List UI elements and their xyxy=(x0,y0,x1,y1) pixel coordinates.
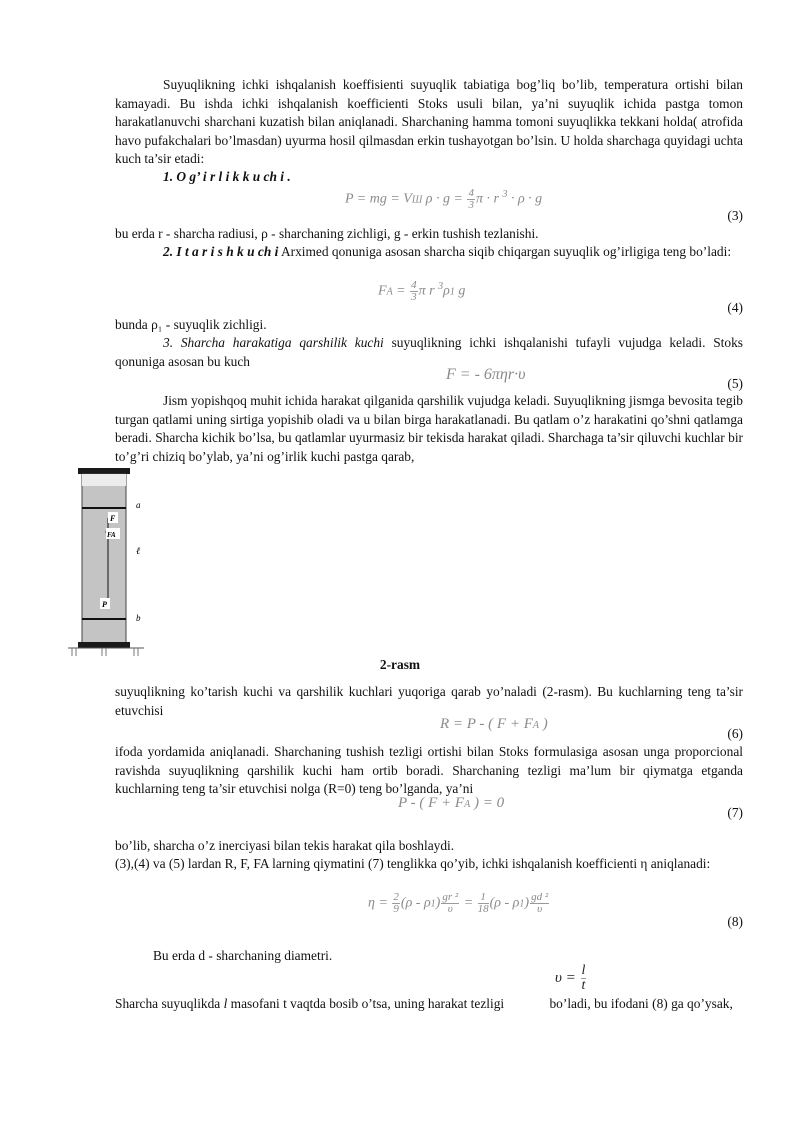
paragraph-velocity: Sharcha suyuqlikda l masofani t vaqtda bosib o’tsa, uning harakat tezligi bo’ladi, bu ifodani (8) ga qo’ysak, xyxy=(115,996,733,1011)
heading-drag-force: 3. Sharcha harakatiga qarshilik kuchi xyxy=(163,335,384,350)
equation-number-6: (6) xyxy=(727,726,743,741)
heading-buoyancy-force: 2. I t a r i s h k u ch i xyxy=(163,244,279,259)
heading-gravity-force: 1. O g’ i r l i k k u ch i . xyxy=(163,169,291,184)
equation-number-5: (5) xyxy=(727,376,743,391)
paragraph-viscous-medium: Jism yopishqoq muhit ichida harakat qilganida qarshilik vujudga keladi. Suyuqlikning jismga bevosita tegib turgan qatlami uning sirtiga yopishib oladi va u bilan birga harakatlanadi. Bu qatlam o’z harakatini qo’shni qatlamga beradi. Sharcha kichik bo’lsa, bu qatlamlar uyurmasiz bir tekisda harakat qiladi. Sharchaga ta’sir qiluvchi kuchlar bir to’g’ri chiziq bo’ylab, ya’ni og’irlik kuchi pastga qarab, xyxy=(115,393,743,464)
paragraph-intro: Suyuqlikning ichki ishqalanish koeffisienti suyuqlik tabiatiga bog’liq bo’lib, temperatura ortishi bilan kamayadi. Bu ishda ichki ishqalanish koefficienti Stoks usuli bilan, ya’ni suyuqlik ichida pastga tomon harakatlanuvchi sharchani kuzatish bilan aniqlanadi. Sharchaning hamma tomoni suyuqlikka tekkani holda( atrofida havo pufakchalari bo’lmasdan) uyurma hosil qilmasdan erkin tushayotgan bo’lsin. U holda sharchaga quyidagi uchta kuch ta’sir etadi: xyxy=(115,77,743,167)
cylinder-cap xyxy=(78,468,130,474)
paragraph-buoyancy: 2. I t a r i s h k u ch i Arximed qonuniga asosan sharcha siqib chiqargan suyuqlik og’irligiga teng bo’ladi: xyxy=(163,244,732,259)
equation-3: P = mg = VШ ρ · g = $\frac{4}{3}$ π · r $^3$ · ρ · g xyxy=(345,187,543,211)
air-gap xyxy=(82,474,126,486)
paragraph-drag: 3. Sharcha harakatiga qarshilik kuchi suyuqlikning ichki ishqalanishi tufayli vujudga keladi. Stoks qonuniga asosan bu kuch xyxy=(115,335,743,369)
equation-number-4: (4) xyxy=(727,300,743,315)
velocity-formula: υ = $\frac{l}{t}$ xyxy=(555,963,586,993)
equation-4: FA = $\frac{4}{3}$ π r $^3$ρ1 g xyxy=(378,279,466,303)
paragraph-resultant: suyuqlikning ko’tarish kuchi va qarshilik kuchlari yuqoriga qarab yo’naladi (2-rasm). Bu kuchlarning teng ta’sir etuvchisi xyxy=(115,684,743,718)
force-FA-label: FA xyxy=(107,531,116,539)
equation-number-8: (8) xyxy=(727,914,743,929)
equation-5: F = - 6πηr·υ xyxy=(446,366,526,383)
figure-caption: 2-rasm xyxy=(379,657,421,672)
stokes-apparatus-figure xyxy=(62,466,152,658)
equation-7: P - ( F + FA ) = 0 xyxy=(398,795,505,811)
paragraph-diameter: Bu erda d - sharchaning diametri. xyxy=(153,948,333,963)
equation-number-3: (3) xyxy=(727,208,743,223)
force-F-label: F xyxy=(110,514,116,523)
paragraph-terminal-velocity: ifoda yordamida aniqlanadi. Sharchaning tushish tezligi ortishi bilan Stoks formulasiga asosan unga proporcional ravishda suyuqlikning qarshilik kuchi ham ortib boradi. Sharchaning tezligi ma’lum bir qiymatga etganda kuchlarning teng ta’sir etuvchisi nolga (R=0) teng bo’lganda, ya’ni xyxy=(115,744,743,797)
label-length: ℓ xyxy=(136,546,141,557)
paragraph-uniform-motion: bo’lib, sharcha o’z inerciyasi bilan tekis harakat qila boshlaydi. xyxy=(115,838,455,853)
label-b: b xyxy=(136,613,141,623)
equation-8: η = $\frac{2}{9}$ (ρ - ρ1) $\frac{\text{gr ²}}{\upsilon}$ = $\frac{1}{18}$ (ρ - ρ1) $\frac{\text{gd ²}}{\upsilon}$ xyxy=(368,891,549,915)
paragraph-liquid-density: bunda ρ₁ - suyuqlik zichligi. xyxy=(115,317,267,332)
equation-number-7: (7) xyxy=(727,805,743,820)
cylinder-base xyxy=(78,642,130,648)
equation-6: R = P - ( F + FA ) xyxy=(440,716,548,732)
label-a: a xyxy=(136,500,141,510)
paragraph-substitution: (3),(4) va (5) lardan R, F, FA larning qiymatini (7) tenglikka qo’yib, ichki ishqalanish koefficienti η aniqlanadi: xyxy=(115,856,711,871)
force-P-label: P xyxy=(102,600,107,609)
paragraph-definitions: bu erda r - sharcha radiusi, ρ - sharchaning zichligi, g - erkin tushish tezlanishi. xyxy=(115,226,539,241)
